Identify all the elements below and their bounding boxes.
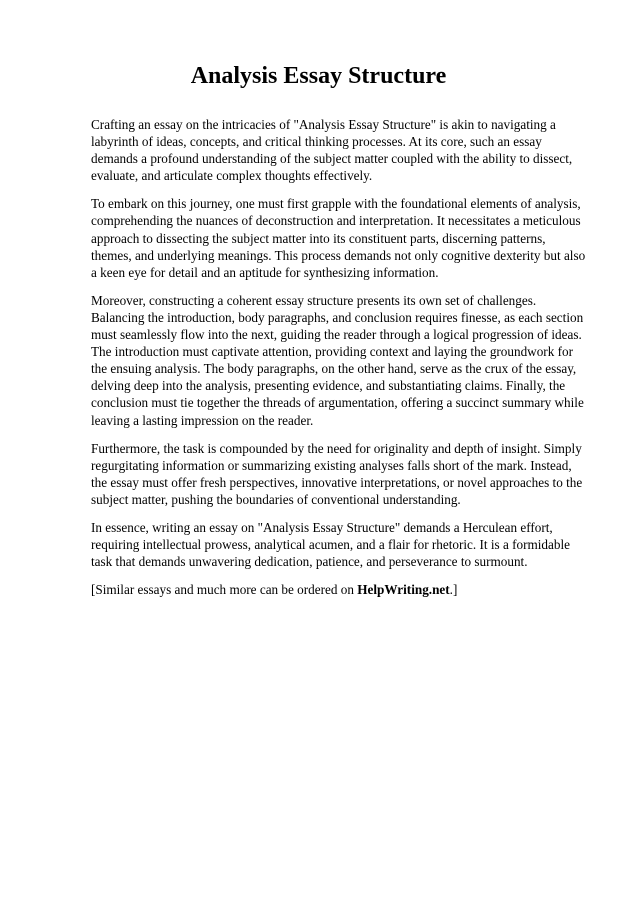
helpwriting-link[interactable]: HelpWriting.net — [357, 582, 450, 598]
order-notice-prefix: [Similar essays and much more can be ordered on — [91, 582, 358, 598]
page-title: Analysis Essay Structure — [190, 63, 447, 89]
paragraph-1: Crafting an essay on the intricacies of "Analysis Essay Structure" is akin to navigating a labyrinth of ideas, concepts, and critical thinking processes. At its core, such an essay demands a profound understanding of the subject matter coupled with the ability to dissect, evaluate, and articulate complex thoughts effectively. — [91, 117, 573, 184]
paragraph-2: To embark on this journey, one must first grapple with the foundational elements of analysis, comprehending the nuances of deconstruction and interpretation. It necessitates a meticulous approach to dissecting the subject matter into its constituent parts, discerning patterns, themes, and underlying meanings. This process demands not only cognitive dexterity but also a keen eye for detail and an aptitude for synthesizing information. — [91, 196, 586, 280]
paragraph-5: In essence, writing an essay on "Analysis Essay Structure" demands a Herculean effort, requiring intellectual prowess, analytical acumen, and a flair for rhetoric. It is a formidable task that demands unwavering dedication, patience, and perseverance to surmount. — [91, 519, 570, 570]
paragraph-3: Moreover, constructing a coherent essay structure presents its own set of challenges. Balancing the introduction, body paragraphs, and conclusion requires finesse, as each section must seamlessly flow into the next, guiding the reader through a logical progression of ideas. The introduction must captivate attention, providing context and laying the groundwork for the ensuing analysis. The body paragraphs, on the other hand, serve as the crux of the essay, delving deep into the analysis, presenting evidence, and substantiating claims. Finally, the conclusion must tie together the threads of argumentation, offering a succinct summary while leaving a lasting impression on the reader. — [91, 292, 584, 428]
order-notice-suffix: .] — [449, 582, 458, 598]
order-notice — [91, 581, 588, 598]
paragraph-4: Furthermore, the task is compounded by the need for originality and depth of insight. Simply regurgitating information or summarizing existing analyses falls short of the mark. Instead, the essay must offer fresh perspectives, innovative interpretations, or novel approaches to the subject matter, pushing the boundaries of conventional understanding. — [91, 440, 583, 507]
